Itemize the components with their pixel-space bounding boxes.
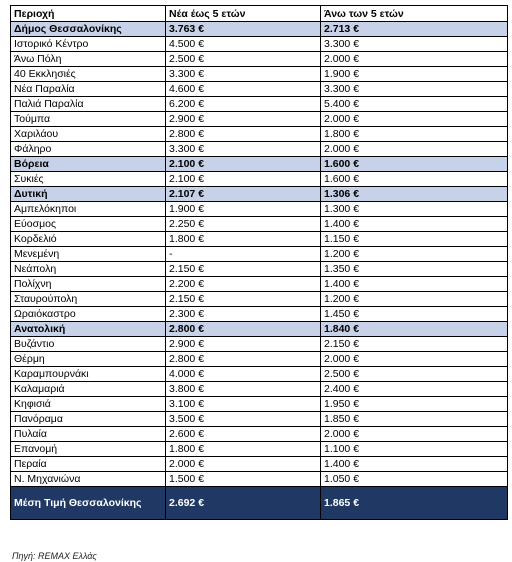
cell-area: Επανομή <box>11 442 166 457</box>
cell-old: 1.050 € <box>321 472 508 487</box>
cell-old: 2.400 € <box>321 382 508 397</box>
cell-new: 1.500 € <box>166 472 321 487</box>
cell-old: 1.200 € <box>321 247 508 262</box>
table-row <box>11 367 508 382</box>
group-row <box>11 322 508 337</box>
group-row <box>11 157 508 172</box>
cell-old: 1.850 € <box>321 412 508 427</box>
cell-new: 2.500 € <box>166 52 321 67</box>
table-row <box>11 52 508 67</box>
cell-new: 2.250 € <box>166 217 321 232</box>
cell-old: 1.200 € <box>321 292 508 307</box>
cell-area: Ιστορικό Κέντρο <box>11 37 166 52</box>
cell-old: 2.000 € <box>321 427 508 442</box>
total-area: Μέση Τιμή Θεσσαλονίκης <box>11 487 166 520</box>
cell-area: 40 Εκκλησιές <box>11 67 166 82</box>
table-row <box>11 172 508 187</box>
cell-old: 1.900 € <box>321 67 508 82</box>
table-row <box>11 277 508 292</box>
cell-new: 4.600 € <box>166 82 321 97</box>
cell-old: 1.400 € <box>321 217 508 232</box>
cell-old: 2.000 € <box>321 142 508 157</box>
cell-area: Καλαμαριά <box>11 382 166 397</box>
table-row <box>11 412 508 427</box>
table-row <box>11 262 508 277</box>
cell-new: 4.000 € <box>166 367 321 382</box>
cell-area: Τούμπα <box>11 112 166 127</box>
cell-new: 2.800 € <box>166 322 321 337</box>
cell-old: 1.400 € <box>321 277 508 292</box>
cell-area: Ν. Μηχανιώνα <box>11 472 166 487</box>
table-row <box>11 67 508 82</box>
cell-new: 3.100 € <box>166 397 321 412</box>
header-row <box>11 6 508 22</box>
cell-new: 3.300 € <box>166 142 321 157</box>
cell-new: 4.500 € <box>166 37 321 52</box>
cell-new: 2.800 € <box>166 352 321 367</box>
cell-new: 2.200 € <box>166 277 321 292</box>
cell-new: 6.200 € <box>166 97 321 112</box>
table-row <box>11 112 508 127</box>
cell-area: Βόρεια <box>11 157 166 172</box>
header-new: Νέα έως 5 ετών <box>166 6 321 22</box>
cell-area: Μενεμένη <box>11 247 166 262</box>
cell-old: 2.150 € <box>321 337 508 352</box>
table-row <box>11 202 508 217</box>
cell-new: 1.800 € <box>166 232 321 247</box>
cell-new: 2.100 € <box>166 172 321 187</box>
cell-old: 1.450 € <box>321 307 508 322</box>
table-row <box>11 337 508 352</box>
cell-new: 2.150 € <box>166 262 321 277</box>
cell-area: Δήμος Θεσσαλονίκης <box>11 22 166 37</box>
cell-area: Δυτική <box>11 187 166 202</box>
cell-old: 1.950 € <box>321 397 508 412</box>
table-row <box>11 232 508 247</box>
group-row <box>11 22 508 37</box>
cell-new: 2.800 € <box>166 127 321 142</box>
table-row <box>11 37 508 52</box>
table-row <box>11 352 508 367</box>
cell-new: 3.763 € <box>166 22 321 37</box>
cell-area: Αμπελόκηποι <box>11 202 166 217</box>
cell-area: Χαριλάου <box>11 127 166 142</box>
cell-new: 3.800 € <box>166 382 321 397</box>
table-row <box>11 217 508 232</box>
table-row <box>11 457 508 472</box>
cell-new: 2.900 € <box>166 112 321 127</box>
cell-new: 2.300 € <box>166 307 321 322</box>
cell-old: 1.840 € <box>321 322 508 337</box>
cell-new: - <box>166 247 321 262</box>
cell-area: Σταυρούπολη <box>11 292 166 307</box>
cell-old: 1.400 € <box>321 457 508 472</box>
cell-old: 1.600 € <box>321 172 508 187</box>
total-old: 1.865 € <box>321 487 508 520</box>
cell-area: Θέρμη <box>11 352 166 367</box>
cell-area: Πολίχνη <box>11 277 166 292</box>
cell-old: 1.100 € <box>321 442 508 457</box>
cell-old: 1.350 € <box>321 262 508 277</box>
total-new: 2.692 € <box>166 487 321 520</box>
cell-area: Παλιά Παραλία <box>11 97 166 112</box>
table-row <box>11 82 508 97</box>
cell-area: Κηφισιά <box>11 397 166 412</box>
cell-area: Πανόραμα <box>11 412 166 427</box>
cell-new: 2.900 € <box>166 337 321 352</box>
cell-new: 2.000 € <box>166 457 321 472</box>
group-row <box>11 187 508 202</box>
cell-new: 2.100 € <box>166 157 321 172</box>
cell-old: 3.300 € <box>321 37 508 52</box>
cell-old: 3.300 € <box>321 82 508 97</box>
cell-old: 1.150 € <box>321 232 508 247</box>
cell-area: Νεάπολη <box>11 262 166 277</box>
cell-area: Πυλαία <box>11 427 166 442</box>
cell-old: 1.800 € <box>321 127 508 142</box>
header-area: Περιοχή <box>11 6 166 22</box>
source-note: Πηγή: REMAX Ελλάς <box>12 551 97 561</box>
cell-old: 2.000 € <box>321 352 508 367</box>
table-row <box>11 427 508 442</box>
cell-area: Συκιές <box>11 172 166 187</box>
price-table-container <box>10 5 508 520</box>
table-row <box>11 307 508 322</box>
header-old: Άνω των 5 ετών <box>321 6 508 22</box>
cell-new: 2.600 € <box>166 427 321 442</box>
table-body <box>11 22 508 487</box>
cell-old: 1.300 € <box>321 202 508 217</box>
table-row <box>11 142 508 157</box>
cell-old: 2.000 € <box>321 112 508 127</box>
table-row <box>11 472 508 487</box>
cell-area: Εύοσμος <box>11 217 166 232</box>
cell-new: 3.300 € <box>166 67 321 82</box>
total-row <box>11 487 508 520</box>
price-table <box>10 5 508 520</box>
table-row <box>11 397 508 412</box>
cell-new: 2.150 € <box>166 292 321 307</box>
table-row <box>11 97 508 112</box>
cell-area: Ανατολική <box>11 322 166 337</box>
cell-area: Νέα Παραλία <box>11 82 166 97</box>
cell-old: 1.306 € <box>321 187 508 202</box>
table-row <box>11 382 508 397</box>
table-row <box>11 292 508 307</box>
cell-old: 1.600 € <box>321 157 508 172</box>
cell-area: Καραμπουρνάκι <box>11 367 166 382</box>
cell-old: 2.713 € <box>321 22 508 37</box>
cell-old: 2.500 € <box>321 367 508 382</box>
cell-area: Περαία <box>11 457 166 472</box>
cell-new: 1.900 € <box>166 202 321 217</box>
cell-old: 5.400 € <box>321 97 508 112</box>
cell-new: 3.500 € <box>166 412 321 427</box>
table-row <box>11 247 508 262</box>
cell-old: 2.000 € <box>321 52 508 67</box>
table-row <box>11 442 508 457</box>
cell-area: Φάληρο <box>11 142 166 157</box>
cell-area: Ωραιόκαστρο <box>11 307 166 322</box>
cell-area: Άνω Πόλη <box>11 52 166 67</box>
cell-new: 2.107 € <box>166 187 321 202</box>
cell-area: Βυζάντιο <box>11 337 166 352</box>
table-row <box>11 127 508 142</box>
cell-area: Κορδελιό <box>11 232 166 247</box>
cell-new: 1.800 € <box>166 442 321 457</box>
